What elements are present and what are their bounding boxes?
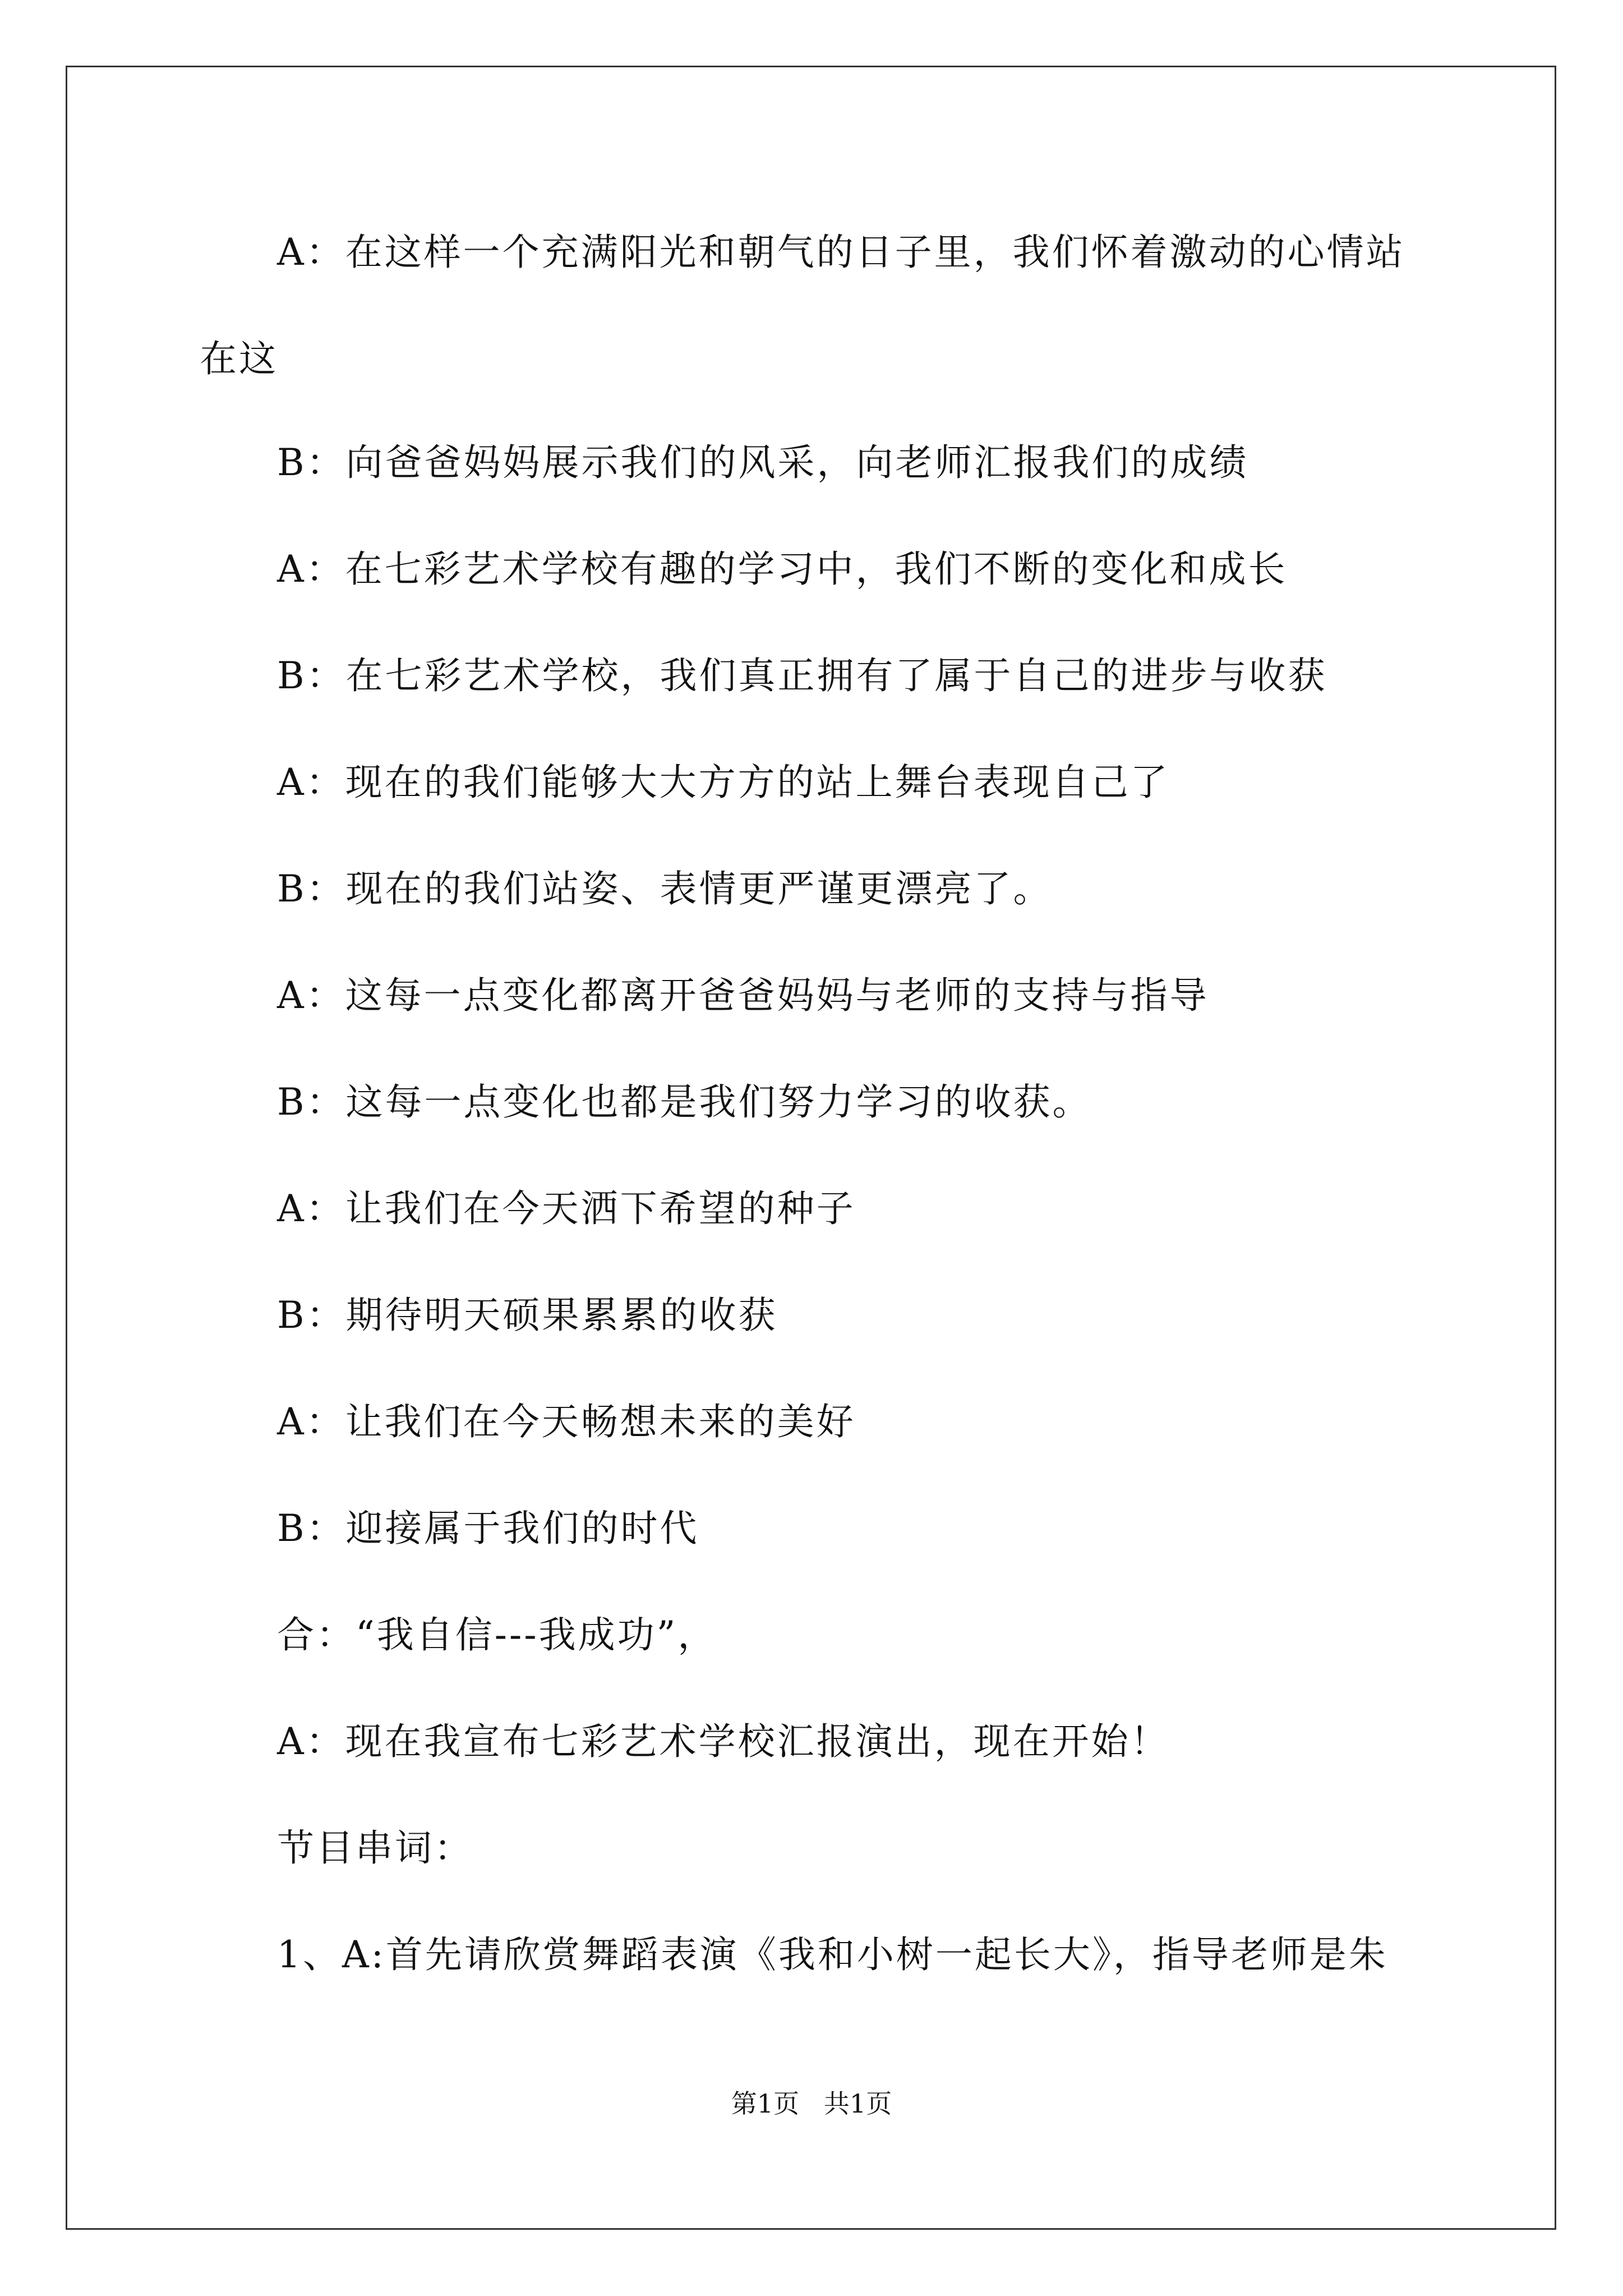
paragraph-line: A：现在我宣布七彩艺术学校汇报演出，现在开始！ (277, 1720, 1170, 1763)
page-border (66, 66, 1556, 2230)
page-footer: 第1页 共1页 (731, 2088, 892, 2119)
paragraph-line: 节目串词： (277, 1826, 473, 1870)
paragraph-line: A：现在的我们能够大大方方的站上舞台表现自己了 (277, 761, 1170, 804)
paragraph-line: 在这 (200, 337, 278, 380)
paragraph-line: B：这每一点变化也都是我们努力学习的收获。 (277, 1080, 1092, 1124)
paragraph-line: A：让我们在今天畅想未来的美好 (277, 1400, 856, 1443)
paragraph-line: A：这每一点变化都离开爸爸妈妈与老师的支持与指导 (277, 974, 1209, 1017)
paragraph-line: B：期待明天硕果累累的收获 (277, 1294, 778, 1337)
paragraph-line: B：在七彩艺术学校，我们真正拥有了属于自己的进步与收获 (277, 654, 1327, 697)
paragraph-line: A：在七彩艺术学校有趣的学习中，我们不断的变化和成长 (277, 547, 1288, 591)
paragraph-line: A：让我们在今天洒下希望的种子 (277, 1187, 856, 1230)
paragraph-line: B：向爸爸妈妈展示我们的风采，向老师汇报我们的成绩 (277, 441, 1249, 484)
paragraph-line: B：迎接属于我们的时代 (277, 1507, 699, 1550)
paragraph-line: A：在这样一个充满阳光和朝气的日子里，我们怀着激动的心情站 (277, 231, 1405, 274)
paragraph-line: 1、A:首先请欣赏舞蹈表演《我和小树一起长大》，指导老师是朱 (277, 1933, 1388, 1976)
paragraph-line: B：现在的我们站姿、表情更严谨更漂亮了。 (277, 867, 1053, 910)
paragraph-line: 合：“我自信---我成功”， (277, 1613, 717, 1657)
